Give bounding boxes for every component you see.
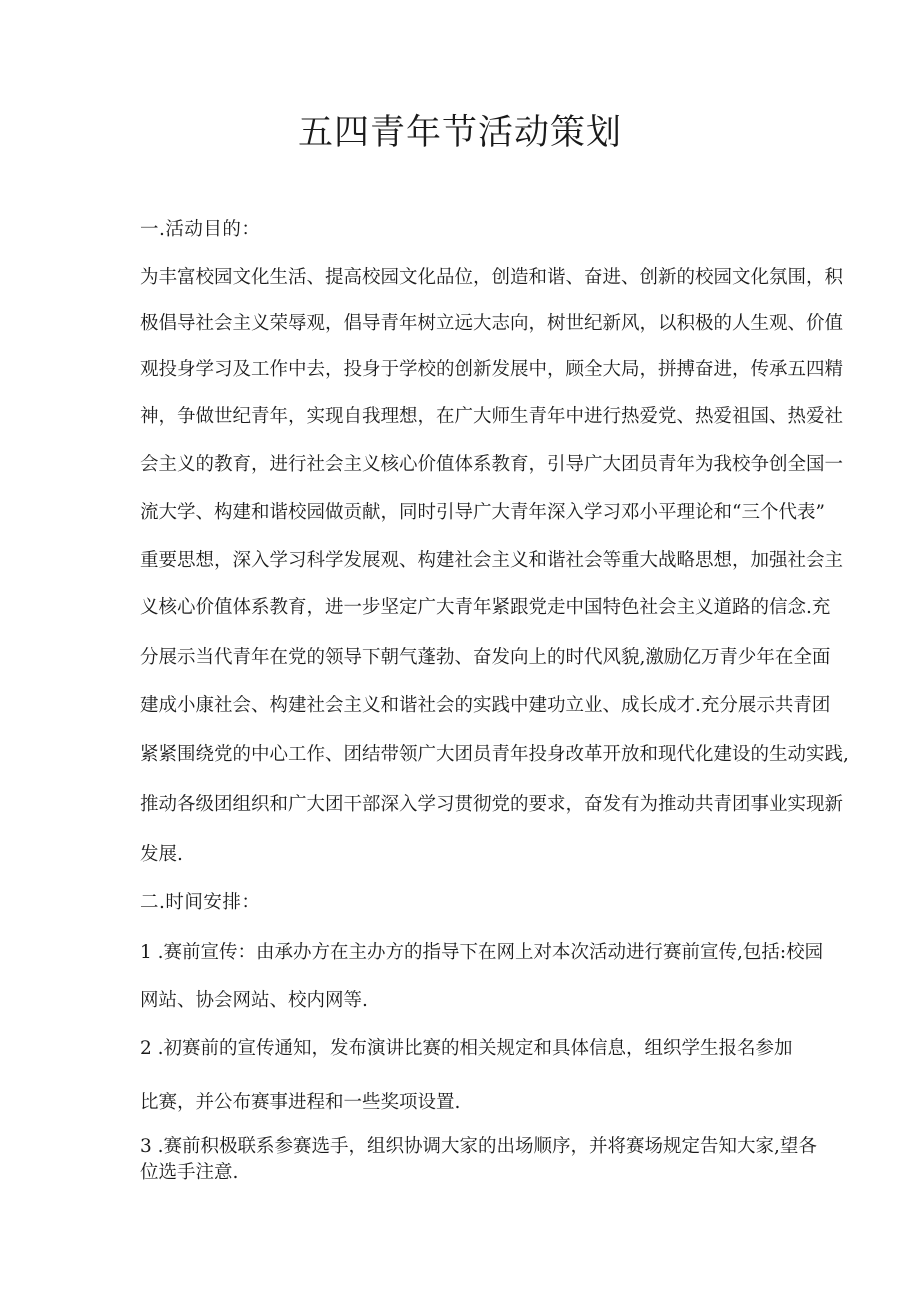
document-title: 五四青年节活动策划	[297, 113, 622, 153]
schedule-item-2-line: 2 .初赛前的宣传通知，发布演讲比赛的相关规定和具体信息，组织学生报名参加	[140, 1038, 793, 1059]
section-1-heading: 一.活动目的：	[140, 219, 261, 240]
section-1-line: 发展.	[140, 844, 183, 865]
section-1-line: 神，争做世纪青年，实现自我理想，在广大师生青年中进行热爱党、热爱祖国、热爱社	[140, 406, 844, 427]
schedule-item-3-line: 位选手注意.	[140, 1162, 239, 1183]
section-1-line: 为丰富校园文化生活、提高校园文化品位，创造和谐、奋进、创新的校园文化氛围，积	[140, 267, 844, 288]
section-1-line: 会主义的教育，进行社会主义核心价值体系教育，引导广大团员青年为我校争创全国一	[140, 454, 844, 475]
section-1-line: 重要思想，深入学习科学发展观、构建社会主义和谐社会等重大战略思想，加强社会主	[140, 550, 844, 571]
section-1-line: 推动各级团组织和广大团干部深入学习贯彻党的要求，奋发有为推动共青团事业实现新	[140, 794, 844, 815]
schedule-item-1-line: 网站、协会网站、校内网等.	[140, 990, 368, 1011]
section-1-line: 观投身学习及工作中去，投身于学校的创新发展中，顾全大局，拼搏奋进，传承五四精	[140, 359, 844, 380]
section-2-heading: 二.时间安排：	[140, 892, 261, 913]
schedule-item-3-line: 3 .赛前积极联系参赛选手，组织协调大家的出场顺序，并将赛场规定告知大家,望各	[140, 1136, 817, 1157]
section-1-line: 义核心价值体系教育，进一步坚定广大青年紧跟党走中国特色社会主义道路的信念.充	[140, 597, 831, 618]
schedule-item-1-line: 1 .赛前宣传：由承办方在主办方的指导下在网上对本次活动进行赛前宣传,包括:校园	[140, 942, 824, 963]
section-1-line: 建成小康社会、构建社会主义和谐社会的实践中建功立业、成长成才.充分展示共青团	[140, 695, 831, 716]
schedule-item-2-line: 比赛，并公布赛事进程和一些奖项设置.	[140, 1092, 461, 1113]
section-1-line: 流大学、构建和谐校园做贡献，同时引导广大青年深入学习邓小平理论和“三个代表”	[140, 502, 825, 523]
section-1-line: 极倡导社会主义荣辱观，倡导青年树立远大志向，树世纪新风，以积极的人生观、价值	[140, 313, 844, 334]
section-1-line: 分展示当代青年在党的领导下朝气蓬勃、奋发向上的时代风貌,激励亿万青少年在全面	[140, 647, 831, 668]
section-1-line: 紧紧围绕党的中心工作、团结带领广大团员青年投身改革开放和现代化建设的生动实践,	[140, 744, 849, 765]
